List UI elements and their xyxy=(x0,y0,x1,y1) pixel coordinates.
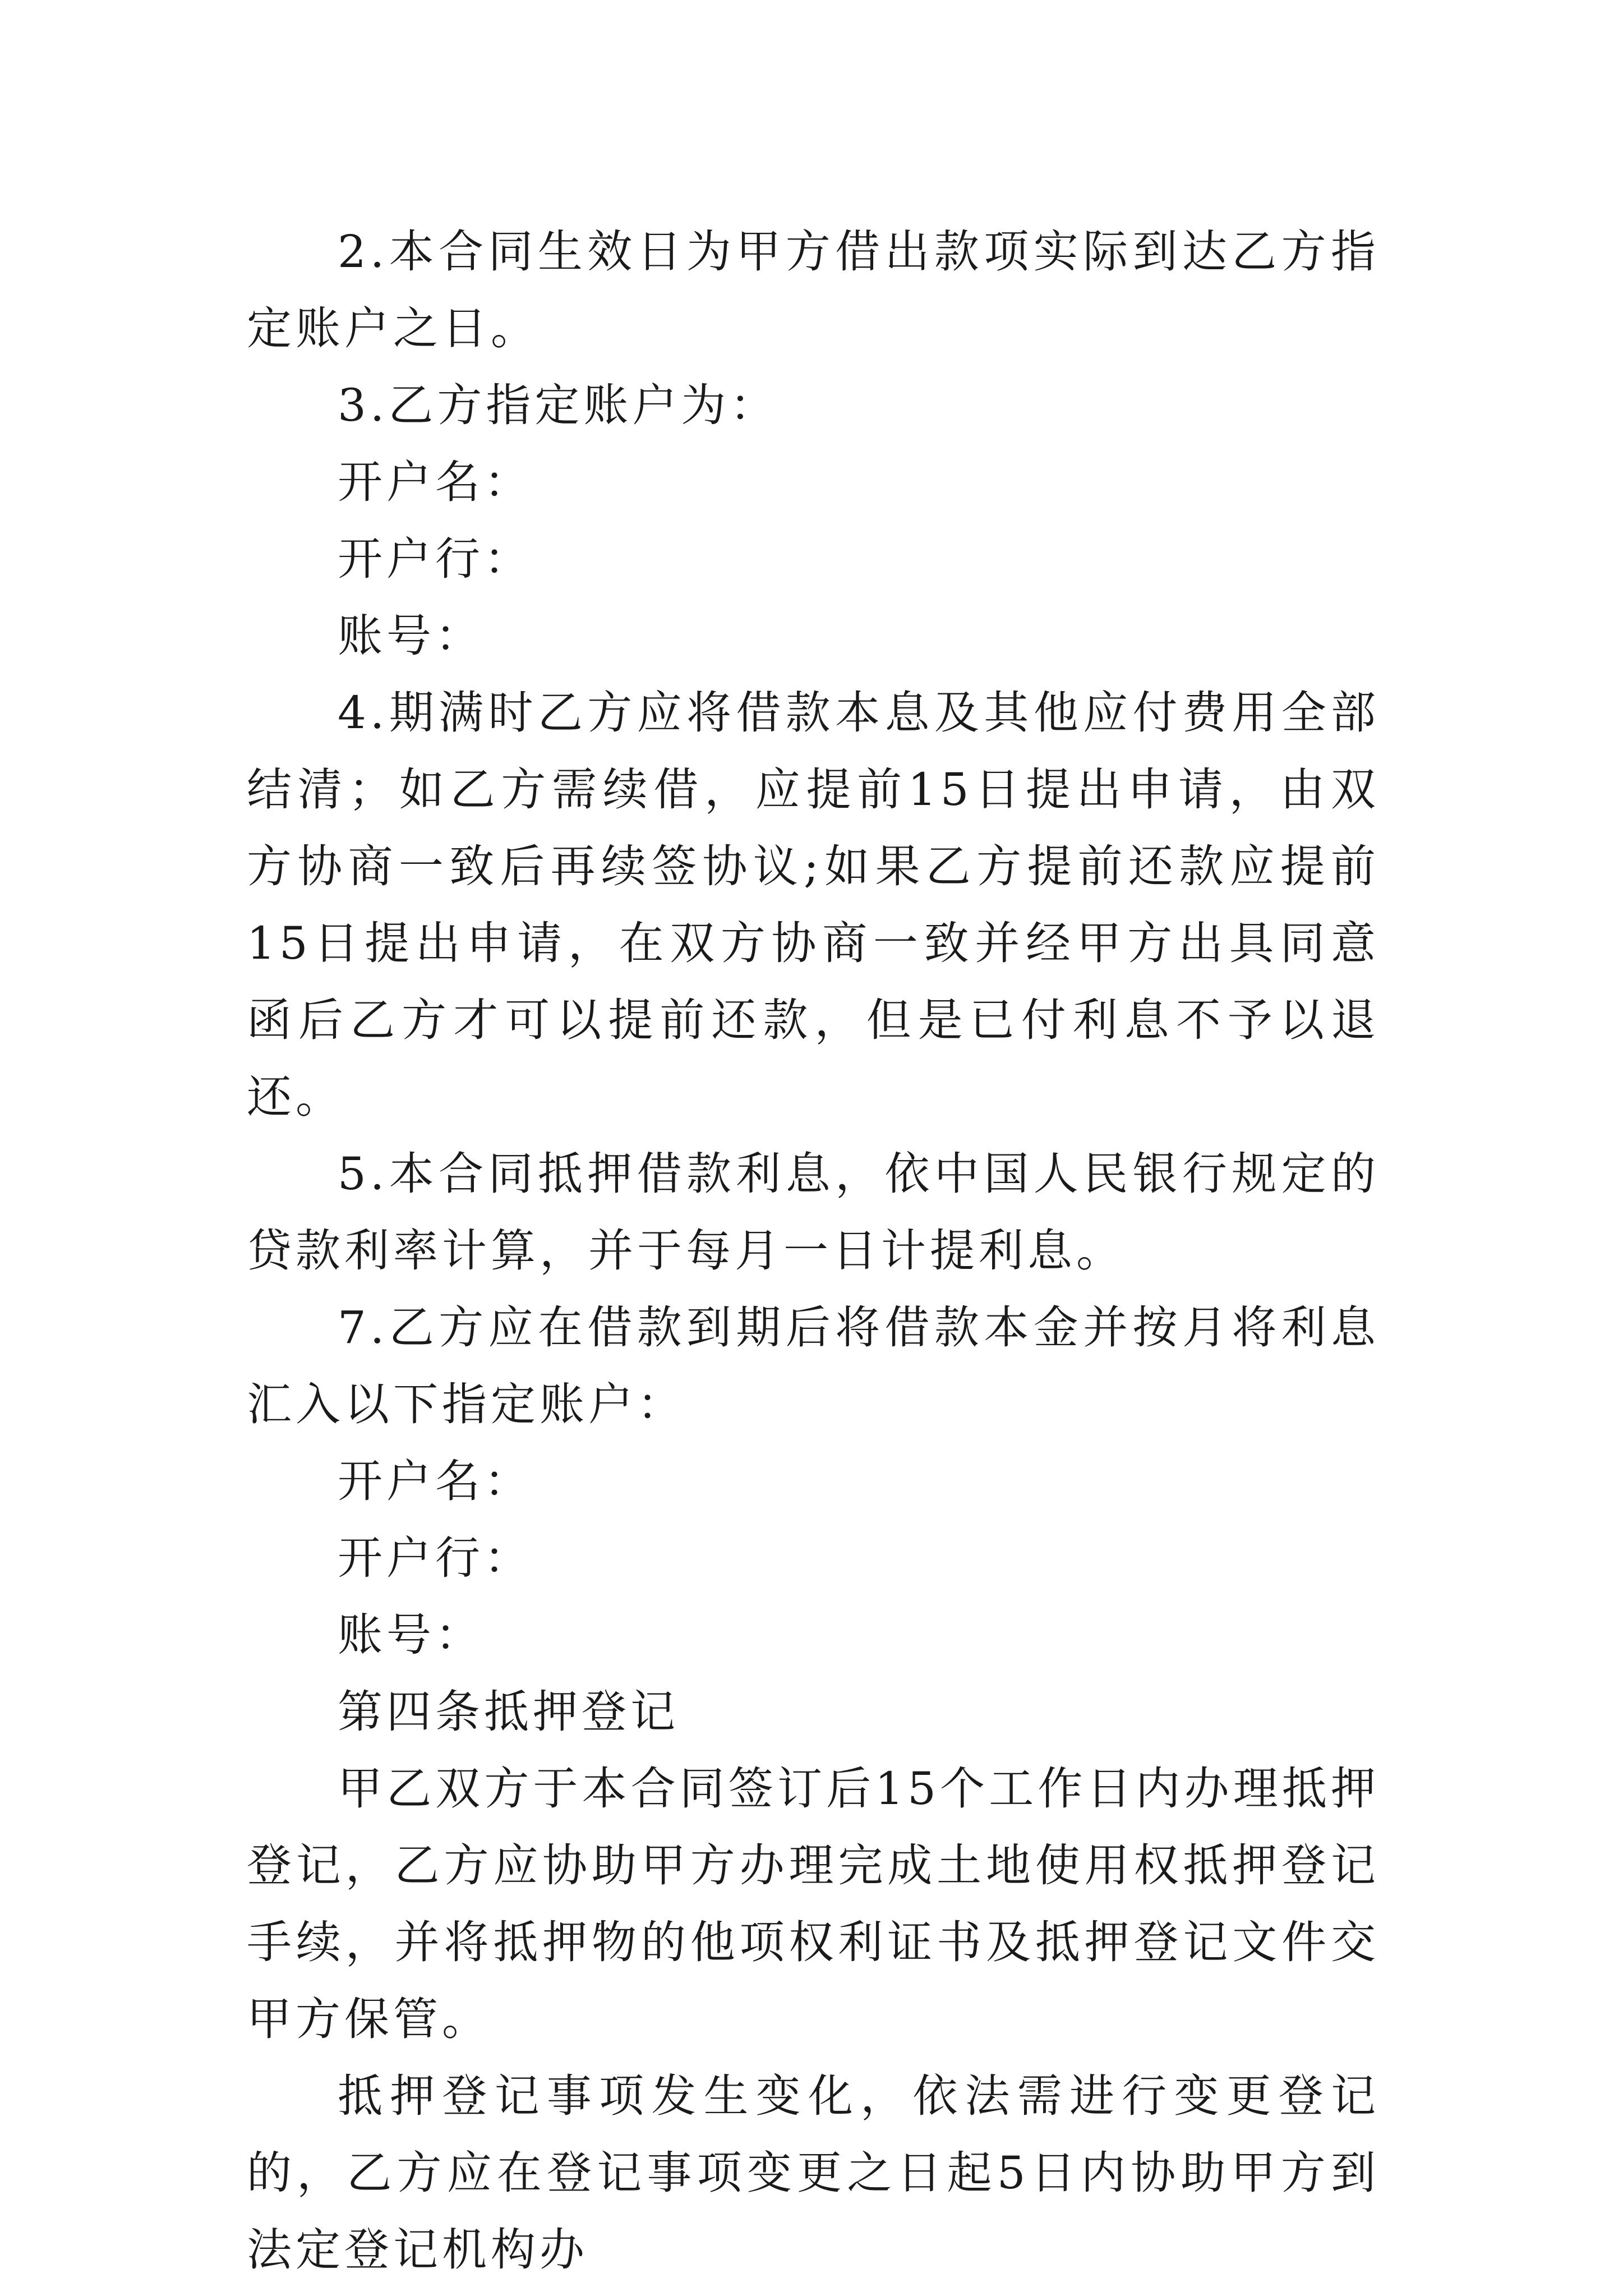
paragraph-remittance-account: 7.乙方应在借款到期后将借款本金并按月将利息汇入以下指定账户： xyxy=(247,1301,1380,1430)
account-bank-line: 开户行： xyxy=(338,533,533,585)
paragraph-repayment-terms: 4.期满时乙方应将借款本息及其他应付费用全部结清；如乙方需续借，应提前15日提出申请，由双方协商一致后再续签协议;如果乙方提前还款应提前15日提出申请，在双方协商一致并经甲方出具同意函后乙方才可以提前还款，但是已付利息不予以退还。 xyxy=(247,687,1380,1123)
account-number-line: 账号： xyxy=(338,610,484,662)
account-bank-line: 开户行： xyxy=(338,1532,533,1584)
paragraph-effective-date: 2.本合同生效日为甲方借出款项实际到达乙方指定账户之日。 xyxy=(247,226,1380,355)
account-name-line: 开户名： xyxy=(338,1455,533,1507)
paragraph-registration-procedure: 甲乙双方于本合同签订后15个工作日内办理抵押登记，乙方应协助甲方办理完成土地使用权抵押登记手续，并将抵押物的他项权利证书及抵押登记文件交甲方保管。 xyxy=(247,1763,1380,2045)
document-body xyxy=(247,213,1380,2288)
account-number-line: 账号： xyxy=(338,1609,484,1661)
paragraph-designated-account: 3.乙方指定账户为： xyxy=(338,379,779,431)
section-heading-mortgage-registration: 第四条抵押登记 xyxy=(338,1686,679,1738)
paragraph-registration-change: 抵押登记事项发生变化，依法需进行变更登记的，乙方应在登记事项变更之日起5日内协助甲方到法定登记机构办 xyxy=(247,2070,1380,2276)
account-name-line: 开户名： xyxy=(338,456,533,508)
paragraph-interest: 5.本合同抵押借款利息，依中国人民银行规定的贷款利率计算，并于每月一日计提利息。 xyxy=(247,1148,1380,1277)
